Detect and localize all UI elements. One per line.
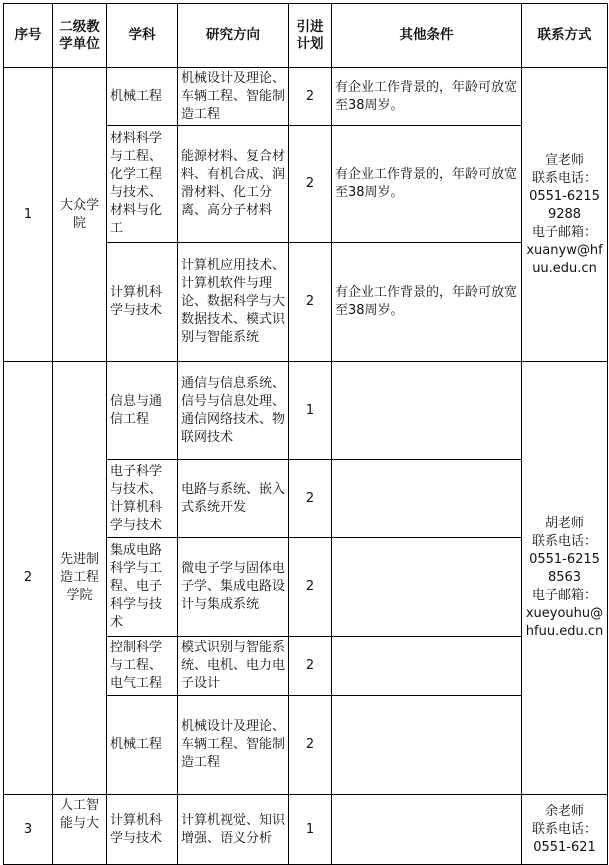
contact-cell — [522, 362, 608, 795]
group-number: 2 — [4, 362, 53, 795]
cell-conditions — [332, 538, 522, 637]
header-unit: 二级教学单位 — [53, 4, 107, 68]
cell-direction: 计算机应用技术、计算机软件与理论、数据科学与大数据技术、模式识别与智能系统 — [178, 243, 289, 362]
cell-count: 2 — [289, 637, 332, 696]
cell-conditions: 有企业工作背景的，年龄可放宽至38周岁。 — [332, 126, 522, 243]
contact-email: xuanyw@hfuu.edu.cn — [526, 242, 603, 276]
group-unit: 先进制造工程学院 — [53, 362, 107, 795]
header-direction: 研究方向 — [178, 4, 289, 68]
cell-conditions: 有企业工作背景的，年龄可放宽至38周岁。 — [332, 68, 522, 126]
table-row — [4, 795, 608, 865]
cell-subject: 材料科学与工程、化学工程与技术、材料与化工 — [107, 126, 178, 243]
cell-count: 2 — [289, 68, 332, 126]
header-count: 引进计划 — [289, 4, 332, 68]
group-unit: 大众学院 — [53, 68, 107, 362]
recruitment-table — [3, 3, 608, 865]
contact-cell — [522, 795, 608, 865]
cell-direction: 电路与系统、嵌入式系统开发 — [178, 460, 289, 538]
contact-name: 胡老师 — [544, 516, 584, 531]
header-row — [4, 4, 608, 68]
cell-subject: 计算机科学与技术 — [107, 795, 178, 865]
cell-subject: 控制科学与工程、电气工程 — [107, 637, 178, 696]
cell-count: 2 — [289, 460, 332, 538]
cell-subject: 信息与通信工程 — [107, 362, 178, 460]
cell-subject: 机械工程 — [107, 696, 178, 795]
table-row — [4, 68, 608, 126]
contact-email-label: 电子邮箱： — [531, 224, 597, 240]
contact-phone: 0551-62158563 — [529, 552, 600, 585]
contact-email-label: 电子邮箱： — [531, 588, 597, 603]
header-contact: 联系方式 — [522, 4, 608, 68]
header-subject: 学科 — [107, 4, 178, 68]
cell-conditions — [332, 460, 522, 538]
cell-direction: 模式识别与智能系统、电机、电力电子设计 — [178, 637, 289, 696]
contact-phone: 0551-621 — [533, 840, 596, 855]
group-number: 3 — [4, 795, 53, 865]
contact-name: 余老师 — [544, 804, 584, 819]
contact-name: 宣老师 — [544, 152, 584, 168]
cell-subject: 电子科学与技术、计算机科学与技术 — [107, 460, 178, 538]
contact-phone: 0551-62159288 — [529, 188, 600, 222]
cell-conditions: 有企业工作背景的，年龄可放宽至38周岁。 — [332, 243, 522, 362]
contact-phone-label: 联系电话： — [531, 534, 597, 549]
group-unit: 人工智能与大 — [53, 795, 107, 865]
cell-conditions — [332, 795, 522, 865]
cell-conditions — [332, 362, 522, 460]
cell-direction: 机械设计及理论、车辆工程、智能制造工程 — [178, 68, 289, 126]
contact-phone-label: 联系电话： — [531, 822, 597, 837]
cell-count: 2 — [289, 696, 332, 795]
cell-direction: 机械设计及理论、车辆工程、智能制造工程 — [178, 696, 289, 795]
cell-count: 2 — [289, 126, 332, 243]
cell-subject: 集成电路科学与工程、电子科学与技术 — [107, 538, 178, 637]
cell-direction: 微电子学与固体电子学、集成电路设计与集成系统 — [178, 538, 289, 637]
cell-count: 1 — [289, 362, 332, 460]
cell-direction: 计算机视觉、知识增强、语义分析 — [178, 795, 289, 865]
contact-cell — [522, 68, 608, 362]
cell-count: 2 — [289, 538, 332, 637]
contact-email: xueyouhu@hfuu.edu.cn — [525, 606, 604, 639]
header-no: 序号 — [4, 4, 53, 68]
header-conditions: 其他条件 — [332, 4, 522, 68]
table-row — [4, 362, 608, 460]
contact-phone-label: 联系电话： — [531, 170, 597, 186]
cell-count: 1 — [289, 795, 332, 865]
cell-conditions — [332, 696, 522, 795]
cell-count: 2 — [289, 243, 332, 362]
cell-conditions — [332, 637, 522, 696]
cell-direction: 能源材料、复合材料、有机合成、润滑材料、化工分离、高分子材料 — [178, 126, 289, 243]
cell-subject: 计算机科学与技术 — [107, 243, 178, 362]
cell-direction: 通信与信息系统、信号与信息处理、通信网络技术、物联网技术 — [178, 362, 289, 460]
cell-subject: 机械工程 — [107, 68, 178, 126]
group-number: 1 — [4, 68, 53, 362]
